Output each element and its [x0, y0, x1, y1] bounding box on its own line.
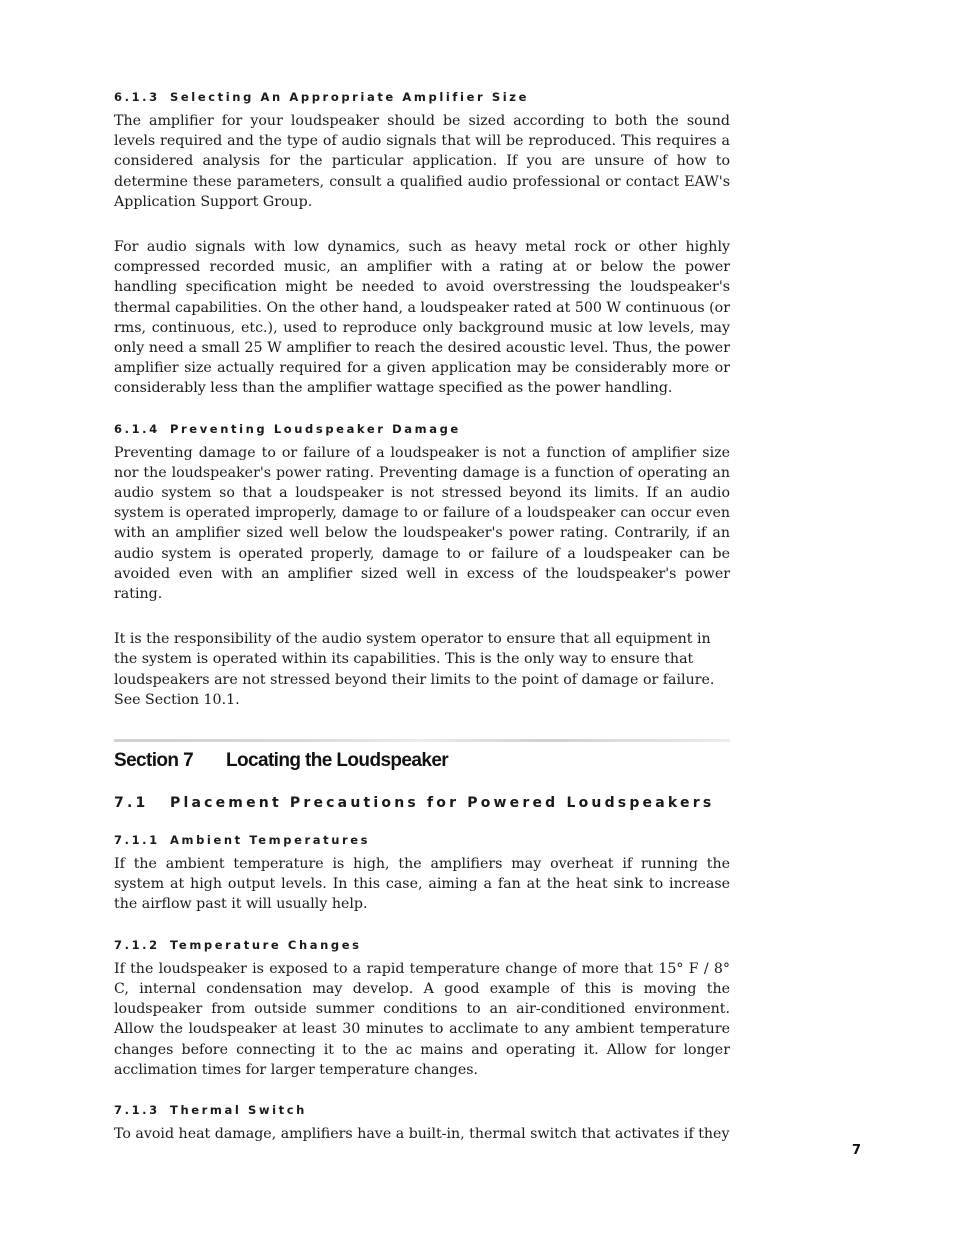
section-heading — [114, 747, 730, 775]
paragraph: The amplifier for your loudspeaker should be sized according to both the sound levels required and the type of audio signals that will be reproduced. This requires a considered analysis for the particular application. If you are unsure of how to determine these parameters, consult a qualified audio professional or contact EAW's Application Support Group. — [114, 113, 730, 210]
heading-number: 6.1.3 — [114, 90, 160, 104]
paragraph: Preventing damage to or failure of a loudspeaker is not a function of amplifier size nor the loudspeaker's power rating. Preventing damage is a function of operating an audio system so that a loudspeaker is not stressed beyond its limits. If an audio system is operated improperly, damage to or failure of a loudspeaker can occur even with an amplifier sized well below the loudspeaker's power rating. Contrarily, if an audio system is operated properly, damage to or failure of a loudspeaker can be avoided even with an amplifier sized well in excess of the loudspeaker's power rating. — [114, 444, 730, 603]
heading-title: Preventing Loudspeaker Damage — [170, 421, 461, 436]
heading-number: 7.1 — [114, 795, 149, 812]
paragraph: If the ambient temperature is high, the amplifiers may overheat if running the system at high output levels. In this case, aiming a fan at the heat sink to increase the airflow past it will usually help. — [114, 856, 730, 913]
page-content — [114, 89, 730, 1144]
heading-title: Thermal Switch — [170, 1102, 307, 1117]
heading-number: 7.1.3 — [114, 1102, 160, 1117]
section-divider — [114, 739, 730, 742]
heading-title: Temperature Changes — [170, 937, 362, 952]
paragraph: For audio signals with low dynamics, such as heavy metal rock or other highly compressed recorded music, an amplifier with a rating at or below the power handling specification might be needed to avoid overstressing the loudspeaker's thermal capabilities. On the other hand, a loudspeaker rated at 500 W continuous (or rms, continuous, etc.), used to reproduce only background music at low levels, may only need a small 25 W amplifier to reach the desired acoustic level. Thus, the power amplifier size actually required for a given application may be considerably more or considerably less than the amplifier wattage specified as the power handling. — [114, 239, 730, 397]
heading-6-1-4 — [114, 421, 730, 437]
page-number: 7 — [852, 1143, 862, 1158]
heading-7-1-2 — [114, 937, 730, 953]
paragraph: To avoid heat damage, amplifiers have a built-in, thermal switch that activates if they — [114, 1125, 730, 1142]
heading-7-1-1 — [114, 832, 730, 848]
heading-7-1-3 — [114, 1102, 730, 1118]
heading-title: Selecting An Appropriate Amplifier Size — [170, 90, 529, 104]
paragraph: It is the responsibility of the audio system operator to ensure that all equipment in the system is operated within its capabilities. This is the only way to ensure that loudspeakers are not stressed beyond their limits to the point of damage or failure. See Section 10.1. — [114, 631, 715, 708]
section-title: Locating the Loudspeaker — [226, 750, 449, 772]
heading-number: 7.1.2 — [114, 937, 160, 952]
heading-number: 6.1.4 — [114, 421, 160, 436]
heading-7-1 — [114, 793, 730, 813]
paragraph: If the loudspeaker is exposed to a rapid temperature change of more that 15° F / 8° C, internal condensation may develop. A good example of this is moving the loudspeaker from outside summer conditions to an air-conditioned environment. Allow the loudspeaker at least 30 minutes to acclimate to any ambient temperature changes before connecting it to the ac mains and operating it. Allow for longer acclimation times for larger temperature changes. — [114, 960, 730, 1078]
heading-6-1-3 — [114, 89, 730, 105]
heading-title: Placement Precautions for Powered Loudspeakers — [170, 795, 715, 812]
section-number: Section 7 — [114, 750, 194, 772]
heading-title: Ambient Temperatures — [170, 833, 371, 848]
heading-number: 7.1.1 — [114, 833, 160, 848]
